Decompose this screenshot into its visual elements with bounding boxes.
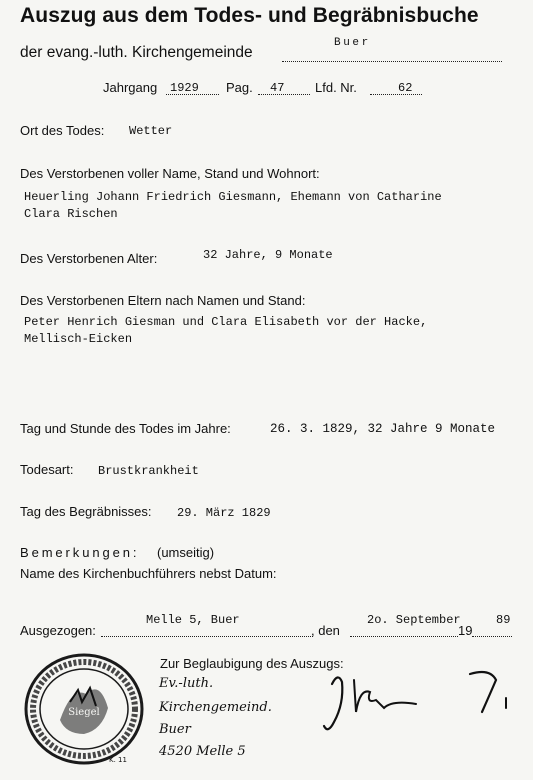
pag-value: 47 bbox=[270, 81, 285, 95]
signature bbox=[320, 664, 520, 744]
seal-center-text: Siegel bbox=[68, 707, 100, 718]
document-title: Auszug aus dem Todes- und Begräbnisbuche bbox=[20, 4, 479, 27]
eltern-value-line2: Mellisch-Eicken bbox=[24, 332, 133, 346]
pag-label: Pag. bbox=[226, 80, 253, 95]
seal-bottom-text: K. 11 bbox=[109, 756, 127, 764]
stamp-line-3: Buer bbox=[159, 722, 191, 737]
parish-prefix: der evang.-luth. Kirchengemeinde bbox=[20, 44, 253, 61]
stamp-line-1: Ev.-luth. bbox=[159, 676, 214, 691]
ausgezogen-label: Ausgezogen: bbox=[20, 623, 96, 638]
begraebnis-value: 29. März 1829 bbox=[177, 506, 271, 520]
eltern-label: Des Verstorbenen Eltern nach Namen und Stand: bbox=[20, 293, 306, 308]
bemerkungen-note: (umseitig) bbox=[157, 545, 215, 560]
church-seal-icon bbox=[20, 650, 148, 768]
lfd-label: Lfd. Nr. bbox=[315, 80, 357, 95]
eltern-value-line1: Peter Henrich Giesman und Clara Elisabeth vor der Hacke, bbox=[24, 315, 428, 329]
todesart-value: Brustkrankheit bbox=[98, 464, 199, 478]
jahrgang-label: Jahrgang bbox=[103, 80, 158, 95]
alter-label: Des Verstorbenen Alter: bbox=[20, 251, 158, 266]
ort-label: Ort des Todes: bbox=[20, 123, 105, 138]
datum-line bbox=[350, 636, 458, 637]
lfd-line bbox=[370, 94, 422, 95]
lfd-value: 62 bbox=[398, 81, 413, 95]
bemerkungen-label: Bemerkungen: bbox=[20, 545, 140, 560]
name-label: Des Verstorbenen voller Name, Stand und Wohnort: bbox=[20, 166, 320, 181]
stamp-line-2: Kirchengemeind. bbox=[159, 700, 272, 715]
name-value-line2: Clara Rischen bbox=[24, 207, 118, 221]
todesart-label: Todesart: bbox=[20, 462, 74, 477]
fuehrer-label: Name des Kirchenbuchführers nebst Datum: bbox=[20, 566, 277, 581]
jahr-prefix: 19 bbox=[458, 623, 473, 638]
jahr-line bbox=[472, 636, 512, 637]
beglaubigung-label: Zur Beglaubigung des Auszugs: bbox=[160, 656, 344, 671]
jahr-value: 89 bbox=[496, 613, 511, 627]
parish-line bbox=[282, 61, 502, 62]
jahrgang-value: 1929 bbox=[170, 81, 199, 95]
stamp-line-4: 4520 Melle 5 bbox=[159, 744, 246, 759]
tag-label: Tag und Stunde des Todes im Jahre: bbox=[20, 421, 231, 436]
name-value-line1: Heuerling Johann Friedrich Giesmann, Ehemann von Catharine bbox=[24, 190, 442, 204]
ausgezogen-ort: Melle 5, Buer bbox=[146, 613, 240, 627]
parish-value: Buer bbox=[334, 37, 371, 49]
alter-value: 32 Jahre, 9 Monate bbox=[203, 248, 333, 262]
tag-value: 26. 3. 1829, 32 Jahre 9 Monate bbox=[270, 422, 496, 436]
begraebnis-label: Tag des Begräbnisses: bbox=[20, 504, 152, 519]
den-label: , den bbox=[311, 623, 340, 638]
ort-value: Wetter bbox=[129, 124, 173, 138]
datum-value: 2o. September bbox=[367, 613, 461, 627]
ausgezogen-line bbox=[101, 636, 313, 637]
